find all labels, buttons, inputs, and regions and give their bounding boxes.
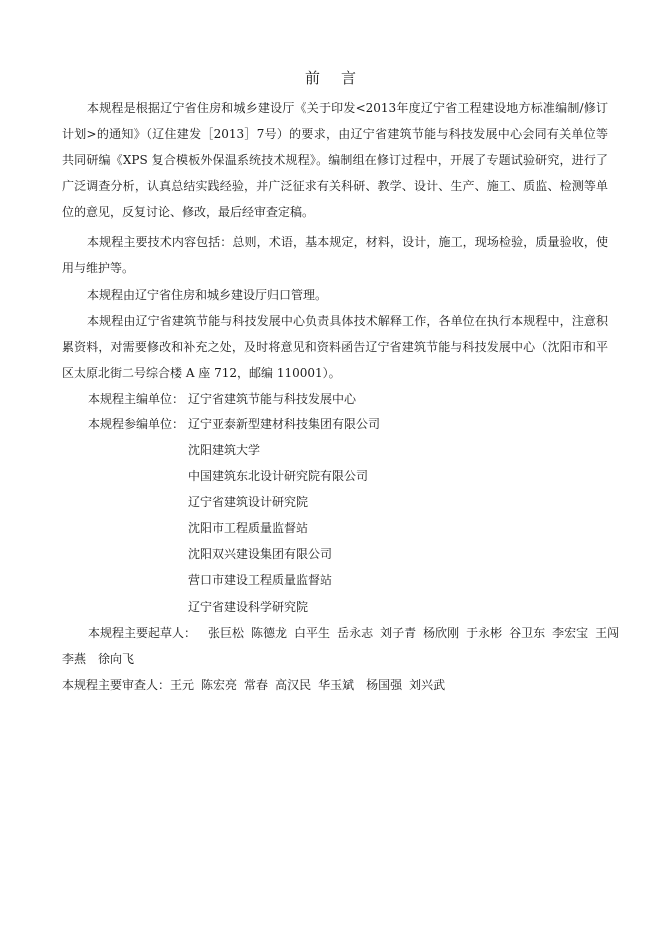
drafters-line-continued <box>62 649 134 669</box>
drafter-name: 于永彬 <box>466 626 503 640</box>
drafter-name: 白平生 <box>294 626 331 640</box>
title-char-2: 言 <box>341 69 358 87</box>
drafters-line <box>88 623 619 643</box>
reviewer-name: 常春 <box>244 678 269 692</box>
drafter-name: 杨欣刚 <box>423 626 460 640</box>
reviewer-name: 刘兴武 <box>409 678 446 692</box>
reviewers-label: 本规程主要审查人： <box>62 678 171 692</box>
paragraph-origin: 本规程是根据辽宁省住房和城乡建设厅《关于印发<2013年度辽宁省工程建设地方标准编制/修订计划>的通知》（辽住建发［2013］7号）的要求，由辽宁省建筑节能与科技发展中心会同有关单位等共同研编《XPS 复合模板外保温系统技术规程》。编制组在修订过程中，开展了专题试验研究，进行了广泛调查分析，认真总结实践经验，并广泛征求有关科研、教学、设计、生产、施工、质监、检测等单位的意见，反复讨论、修改，最后经审查定稿。 <box>62 101 608 219</box>
reviewers-line <box>62 675 445 695</box>
participating-unit: 营口市建设工程质量监督站 <box>188 573 333 587</box>
reviewer-name: 陈宏亮 <box>201 678 238 692</box>
chief-unit-name: 辽宁省建筑节能与科技发展中心 <box>188 392 357 406</box>
participating-unit: 沈阳双兴建设集团有限公司 <box>188 547 333 561</box>
reviewer-name: 杨国强 <box>366 678 403 692</box>
drafter-name: 李燕 <box>62 652 87 666</box>
participating-unit: 中国建筑东北设计研究院有限公司 <box>188 469 369 483</box>
page-title <box>0 67 662 88</box>
paragraph-contents: 本规程主要技术内容包括：总则，术语，基本规定，材料，设计，施工，现场检验，质量验收，使用与维护等。 <box>62 235 608 275</box>
participating-unit: 辽宁省建设科学研究院 <box>188 600 309 614</box>
drafters-label: 本规程主要起草人： <box>88 626 197 640</box>
reviewer-name: 华玉斌 <box>318 678 355 692</box>
drafter-name: 刘子青 <box>380 626 417 640</box>
paragraph-management: 本规程由辽宁省住房和城乡建设厅归口管理。 <box>87 288 328 302</box>
chief-unit-label: 本规程主编单位： <box>88 392 185 406</box>
reviewer-name: 高汉民 <box>275 678 312 692</box>
participating-unit: 沈阳市工程质量监督站 <box>188 521 309 535</box>
drafter-name: 李宏宝 <box>552 626 589 640</box>
paragraph-interpretation: 本规程由辽宁省建筑节能与科技发展中心负责具体技术解释工作，各单位在执行本规程中，注意积累资料，对需要修改和补充之处，及时将意见和资料函告辽宁省建筑节能与科技发展中心（沈阳市和平区太原北街二号综合楼 A 座 712，邮编 110001）。 <box>62 314 608 380</box>
participating-unit: 沈阳建筑大学 <box>188 443 261 457</box>
participating-units-label: 本规程参编单位： <box>88 417 185 431</box>
drafter-name: 陈德龙 <box>251 626 288 640</box>
drafter-name: 岳永志 <box>337 626 374 640</box>
title-char-1: 前 <box>304 69 321 87</box>
participating-unit: 辽宁省建筑设计研究院 <box>188 495 309 509</box>
drafter-name: 徐向飞 <box>98 652 135 666</box>
participating-unit: 辽宁亚泰新型建材科技集团有限公司 <box>188 417 381 431</box>
drafter-name: 谷卫东 <box>509 626 546 640</box>
reviewer-name: 王元 <box>170 678 195 692</box>
drafter-name: 张巨松 <box>208 626 245 640</box>
drafter-name: 王闯 <box>595 626 620 640</box>
